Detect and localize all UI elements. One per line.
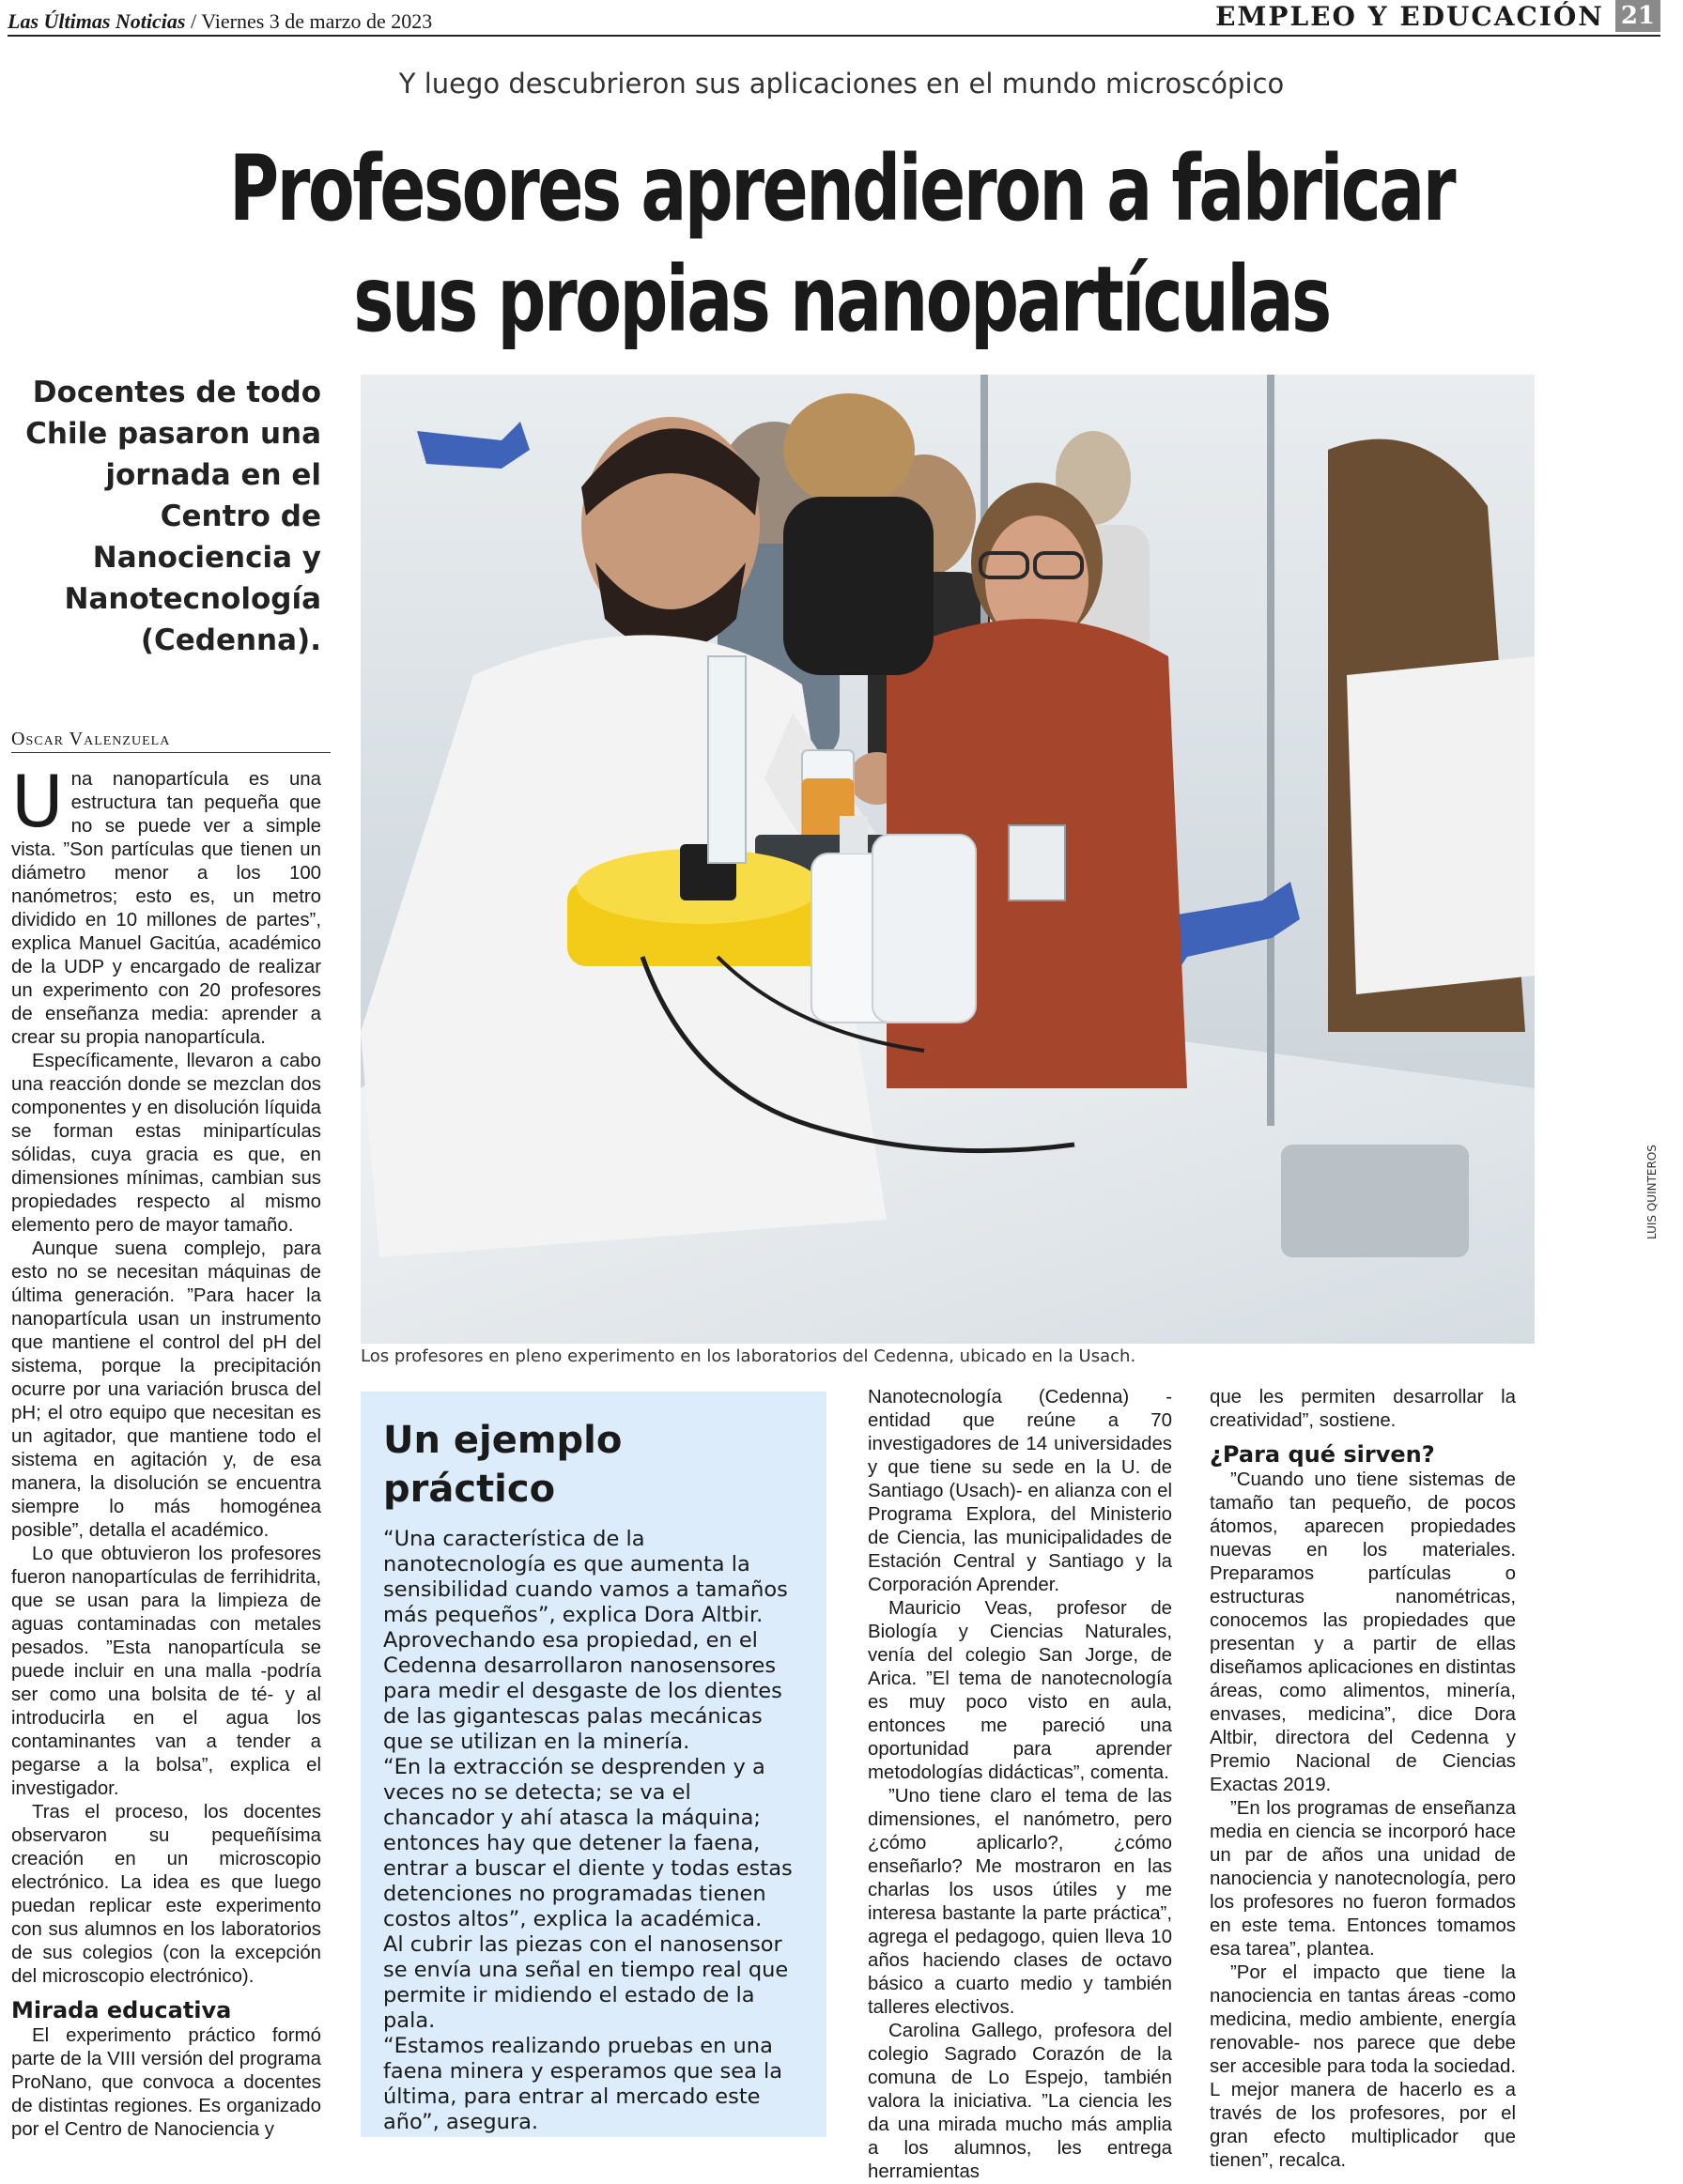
masthead-right [1215,0,1660,32]
paragraph: Aunque suena complejo, para esto no se necesitan máquinas de última generación. ”Para hacer la nanopartícula usan un instrumento que mantiene el control del pH del sistema, porque la precipitación ocurre por una variación brusca del pH; el otro equipo que necesitan es un agitador, que mantiene todo el sistema en agitación y, de esa manera, la disolución se encuentra siempre lo más homogénea posible”, detalla el académico. [11,1238,321,1541]
paragraph: ”Por el impacto que tiene la nanociencia en tantas áreas -como medicina, medio ambiente, energía renovable- nos parece que debe ser accesible para toda la sociedad. L mejor manera de hacerlo es a través de los profesores, por el gran efecto multiplicador que tienen”, recalca. [1210,1962,1516,2171]
masthead-separator: / [190,9,197,33]
box-paragraph: “Estamos realizando pruebas en una faena minera y esperamos que sea la última, para entrar al mercado este año”, asegura. [383,2034,783,2134]
paragraph: que les permiten desarrollar la creatividad”, sostiene. [1210,1387,1516,1431]
paragraph: ”En los programas de enseñanza media en ciencia se incorporó hace un par de años una unidad de nanociencia y nanotecnología, pero los profesores no fueron formados en este tema. Entonces tomamos esa tarea”, plantea. [1210,1798,1516,1960]
paragraph: Lo que obtuvieron los profesores fueron nanopartículas de ferrihidrita, que se usan para la limpieza de aguas contaminadas con metales pesados. ”Esta nanopartícula se puede incluir en una malla -podría ser como una bolsita de té- y al introducirla en el agua los contaminantes van a tender a pegarse a la bolsa”, explica el investigador. [11,1544,321,1799]
paragraph: Carolina Gallego, profesora del colegio Sagrado Corazón de la comuna de Lo Espejo, también valora la iniciativa. ”La ciencia les da una mirada mucho más amplia a los alumnos, les entrega herramientas [868,2021,1172,2182]
lab-photo-illustration [361,375,1535,1344]
byline: Oscar Valenzuela [11,729,331,753]
lab-photo [361,375,1535,1344]
paragraph: Nanotecnología (Cedenna) -entidad que reúne a 70 investigadores de 14 universidades y que tiene su sede en la U. de Santiago (Usach)- en alianza con el Programa Explora, del Ministerio de Ciencia, las municipalidades de Estación Central y Santiago y la Corporación Aprender. [868,1387,1172,1595]
masthead-left [8,9,432,34]
box-title: Un ejemplo práctico [383,1419,623,1511]
box-paragraph: “En la extracción se desprenden y a veces no se detecta; se va el chancador y ahí atasca la máquina; entonces hay que detener la faena, entrar a buscar el diente y todas estas detenciones no programadas tienen costos altos”, explica la académica. [383,1755,793,1931]
box-paragraph: Al cubrir las piezas con el nanosensor se envía una señal en tiempo real que permite ir midiendo el estado de la pala. [383,1932,789,2033]
headline-line-2: sus propias nanopartículas [353,247,1330,352]
section-name: EMPLEO Y EDUCACIÓN [1215,0,1604,32]
photo-caption: Los profesores en pleno experimento en los laboratorios del Cedenna, ubicado en la Usach. [361,1346,1136,1366]
issue-date: Viernes 3 de marzo de 2023 [201,9,433,33]
kicker: Y luego descubrieron sus aplicaciones en el mundo microscópico [398,68,1285,100]
paragraph: Específicamente, llevaron a cabo una reacción donde se mezclan dos componentes y en disolución líquida se forman estas minipartículas sólidas, cuya gracia es que, en dimensiones mínimas, cambian sus propiedades respecto al mismo elemento pero de mayor tamaño. [11,1051,321,1236]
sidebar-box [361,1392,826,2137]
paragraph: ”Cuando uno tiene sistemas de tamaño tan pequeño, de pocos átomos, aparecen propiedades nuevas en los materiales. Preparamos partículas o estructuras nanométricas, conocemos las propiedades que presentan y a partir de ellas diseñamos aplicaciones en distintas áreas, como alimentos, minería, envases, medicina”, dice Dora Altbir, directora del Cedenna y Premio Nacional de Ciencias Exactas 2019. [1210,1469,1516,1795]
masthead-rule [8,35,1660,37]
paragraph: El experimento práctico formó parte de la VIII versión del programa ProNano, que convoca a docentes de distintas regiones. Es organizado por el Centro de Nanociencia y [11,2025,321,2140]
headline-line-1: Profesores aprendieron a fabricar [229,136,1454,241]
paper-name: Las Últimas Noticias [8,9,186,33]
subhead-para-que-sirven: ¿Para qué sirven? [1210,1441,1435,1468]
headline [166,133,1517,355]
article-column-3 [868,1386,1172,2184]
dropcap: U [11,760,64,843]
article-column-4 [1210,1386,1516,2173]
paragraph: na nanopartícula es una estructura tan pequeña que no se puede ver a simple vista. ”Son partículas que tienen un diámetro menor a los 100 nanómetros; esto es, un metro dividido en 10 millones de partes”, explica Manuel Gacitúa, académico de la UDP y encargado de realizar un experimento con 20 profesores de enseñanza media: aprender a crear su propia nanopartícula. [11,769,321,1048]
box-paragraph: Aprovechando esa propiedad, en el Cedenna desarrollaron nanosensores para medir el desgaste de los dientes de las gigantescas palas mecánicas que se utilizan en la minería. [383,1628,782,1754]
paragraph: Tras el proceso, los docentes observaron su pequeñísima creación en un microscopio electrónico. La idea es que luego puedan replicar este experimento con sus alumnos en los laboratorios de sus colegios (con la excepción del microscopio electrónico). [11,1802,321,1987]
subhead-mirada-educativa: Mirada educativa [11,1997,232,2023]
page-number: 21 [1615,0,1660,32]
paragraph: ”Uno tiene claro el tema de las dimensiones, el nanómetro, pero ¿cómo aplicarlo?, ¿cómo enseñarlo? Me mostraron en las charlas los usos útiles y me interesa bastante la parte práctica”, agrega el pedagogo, quien lleva 10 años haciendo clases de octavo básico a cuarto medio y también talleres electivos. [868,1786,1172,2018]
deck: Docentes de todo Chile pasaron una jornada en el Centro de Nanociencia y Nanotecnología (Cedenna). [25,376,321,657]
photo-credit: LUIS QUINTEROS [1645,1145,1659,1239]
box-paragraph: “Una característica de la nanotecnología es que aumenta la sensibilidad cuando vamos a tamaños más pequeños”, explica Dora Altbir. [383,1527,788,1627]
paragraph: Mauricio Veas, profesor de Biología y Ciencias Naturales, venía del colegio San Jorge, de Arica. ”El tema de nanotecnología es muy poco visto en aula, entonces me pareció una oportunidad para aprender metodologías didácticas”, comenta. [868,1598,1172,1783]
article-column-1 [11,760,321,2142]
